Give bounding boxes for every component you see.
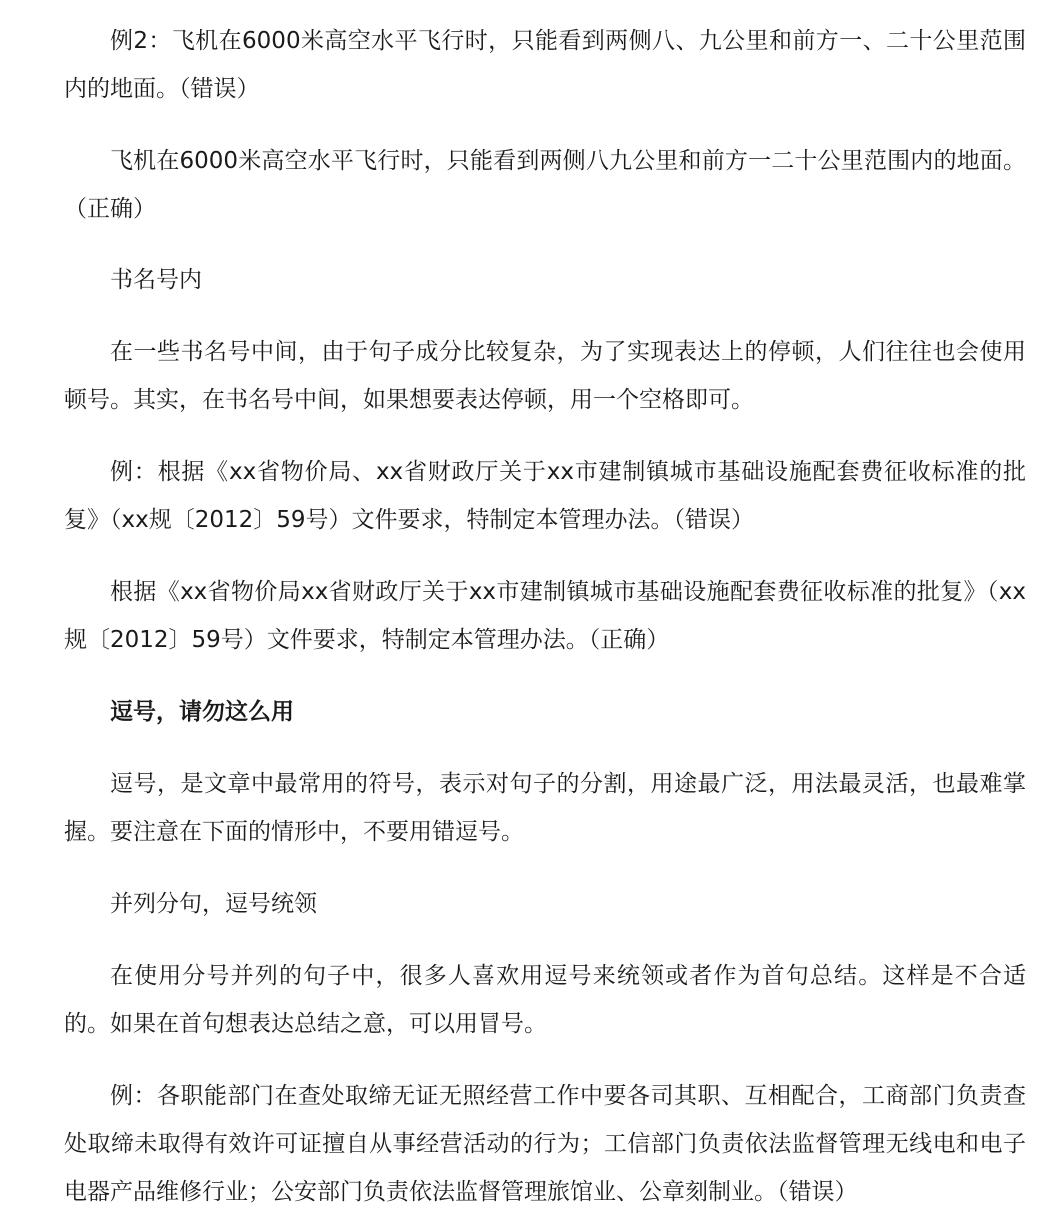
subheading-book-title-marks: 书名号内 [110,267,202,293]
paragraph-book-title-explanation: 在一些书名号中间，由于句子成分比较复杂，为了实现表达上的停顿，人们往往也会使用顿号。其实，在书名号中间，如果想要表达停顿，用一个空格即可。 [64,339,1026,413]
paragraph-example-2-wrong: 例2：飞机在6000米高空水平飞行时，只能看到两侧八、九公里和前方一、二十公里范围内的地面。（错误） [64,28,1026,102]
paragraph-parallel-clauses-example-wrong: 例：各职能部门在查处取缔无证无照经营工作中要各司其职、互相配合，工商部门负责查处取缔未取得有效许可证擅自从事经营活动的行为；工信部门负责依法监督管理无线电和电子电器产品维修行业；公安部门负责依法监督管理旅馆业、公章刻制业。（错误） [64,1083,1026,1205]
paragraph-book-title-example-correct: 根据《xx省物价局xx省财政厅关于xx市建制镇城市基础设施配套费征收标准的批复》（xx规〔2012〕59号）文件要求，特制定本管理办法。（正确） [64,579,1026,653]
paragraph-book-title-example-wrong: 例：根据《xx省物价局、xx省财政厅关于xx市建制镇城市基础设施配套费征收标准的批复》（xx规〔2012〕59号）文件要求，特制定本管理办法。（错误） [64,459,1026,533]
subheading-parallel-clauses: 并列分句，逗号统领 [110,891,317,917]
paragraph-comma-intro: 逗号，是文章中最常用的符号，表示对句子的分割，用途最广泛，用法最灵活，也最难掌握。要注意在下面的情形中，不要用错逗号。 [64,771,1026,845]
section-heading-comma: 逗号，请勿这么用 [110,699,294,725]
paragraph-example-2-correct: 飞机在6000米高空水平飞行时，只能看到两侧八九公里和前方一二十公里范围内的地面。（正确） [64,148,1026,222]
paragraph-parallel-clauses-explanation: 在使用分号并列的句子中，很多人喜欢用逗号来统领或者作为首句总结。这样是不合适的。如果在首句想表达总结之意，可以用冒号。 [64,963,1026,1037]
